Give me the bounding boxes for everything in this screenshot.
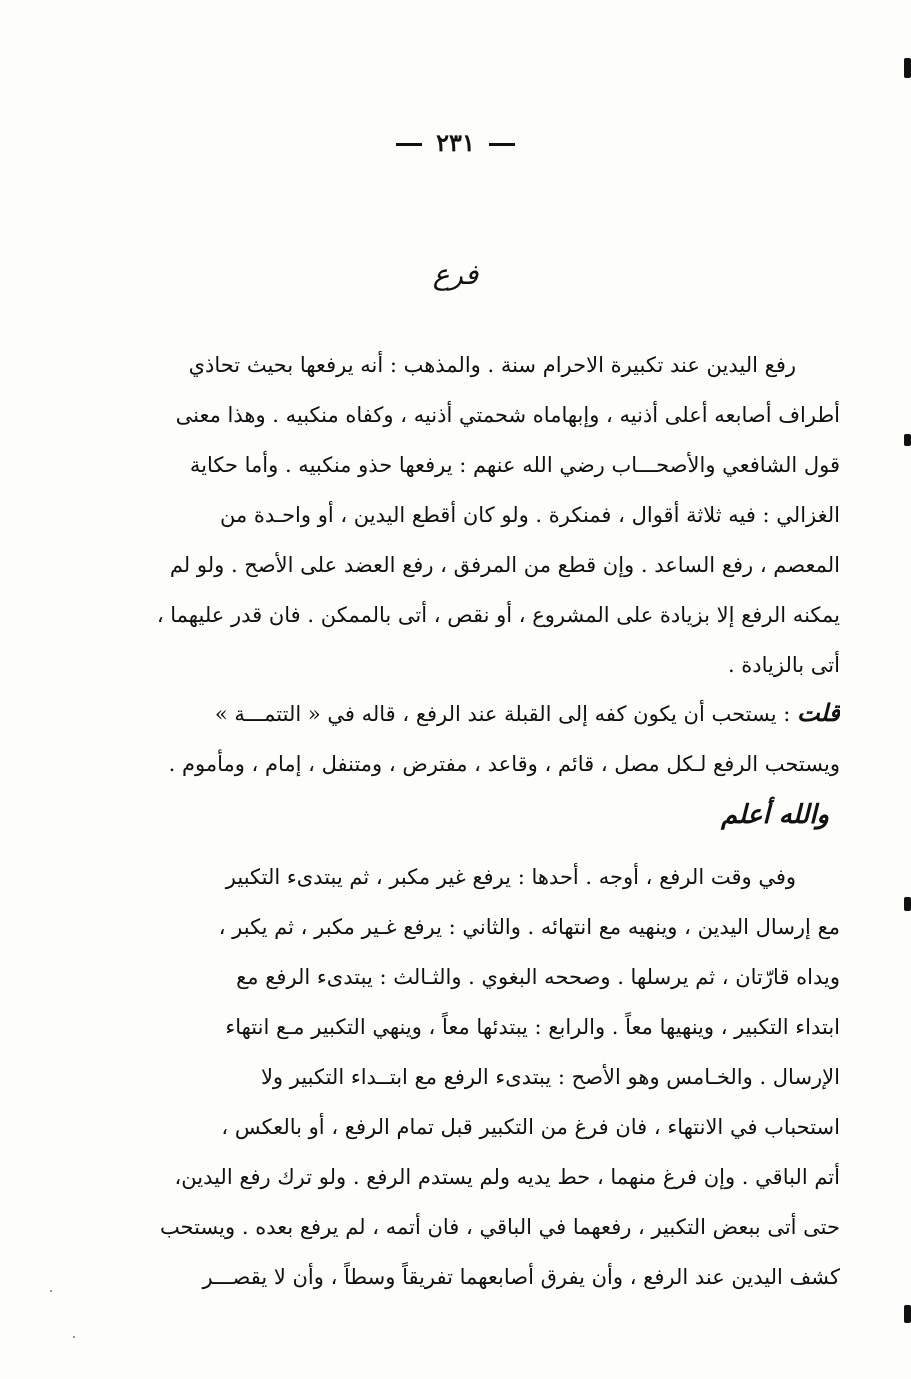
right-dash bbox=[489, 143, 515, 146]
paragraph-1 bbox=[120, 340, 840, 690]
text-line: يمكنه الرفع إلا بزيادة على المشروع ، أو نقص ، أتى بالممكن . فان قدر عليهما ، bbox=[156, 603, 840, 627]
text-line: كشف اليدين عند الرفع ، وأن يفرق أصابعهما تفريقاً وسطاً ، وأن لا يقصـــر bbox=[202, 1265, 840, 1289]
text-line: ويداه قارّتان ، ثم يرسلها . وصححه البغوي . والثـالث : يبتدىء الرفع مع bbox=[236, 965, 840, 989]
text-line: الإرسال . والخـامس وهو الأصح : يبتدىء الرفع مع ابتــداء التكبير ولا bbox=[260, 1065, 840, 1089]
text-line: ويستحب الرفع لـكل مصل ، قائم ، وقاعد ، مفترض ، ومتنفل ، إمام ، ومأموم . bbox=[168, 752, 840, 776]
text-line: وفي وقت الرفع ، أوجه . أحدها : يرفع غير مكبر ، ثم يبتدىء التكبير bbox=[225, 865, 796, 889]
margin-mark bbox=[904, 434, 911, 446]
page-number bbox=[0, 128, 911, 157]
section-heading: فرع bbox=[432, 258, 479, 291]
paragraph-2 bbox=[120, 688, 840, 789]
text-line: المعصم ، رفع الساعد . وإن قطع من المرفق ، رفع العضد على الأصح . ولو لم bbox=[169, 553, 840, 577]
speck bbox=[50, 1290, 52, 1292]
margin-mark bbox=[904, 58, 911, 78]
margin-mark bbox=[904, 1305, 911, 1323]
left-dash bbox=[396, 143, 422, 146]
text-line: ابتداء التكبير ، وينهيها معاً . والرابع : يبتدئها معاً ، وينهي التكبير مـع انتهاء bbox=[225, 1015, 840, 1039]
text-line: استحباب في الانتهاء ، فان فرغ من التكبير قبل تمام الرفع ، أو بالعكس ، bbox=[221, 1115, 840, 1139]
margin-mark bbox=[904, 897, 911, 911]
text-line-body: : يستحب أن يكون كفه إلى القبلة عند الرفع ، قاله في « التتمـــة » bbox=[214, 702, 791, 726]
paragraph-3 bbox=[120, 852, 840, 1302]
text-line: أتم الباقي . وإن فرغ منهما ، حط يديه ولم يستدم الرفع . ولو ترك رفع اليدين، bbox=[174, 1165, 840, 1189]
text-line: رفع اليدين عند تكبيرة الاحرام سنة . والمذهب : أنه يرفعها بحيث تحاذي bbox=[188, 353, 796, 377]
page-number-text: ٢٣١ bbox=[436, 128, 475, 157]
text-line: الغزالي : فيه ثلاثة أقوال ، فمنكرة . ولو كان أقطع اليدين ، أو واحـدة من bbox=[219, 503, 840, 527]
text-line bbox=[120, 688, 840, 739]
text-line: حتى أتى ببعض التكبير ، رفعهما في الباقي ، فان أتمه ، لم يرفع بعده . ويستحب bbox=[159, 1215, 840, 1239]
speck bbox=[73, 1336, 75, 1338]
text-line: أتى بالزيادة . bbox=[727, 653, 840, 677]
text-line: قول الشافعي والأصحـــاب رضي الله عنهم : يرفعها حذو منكبيه . وأما حكاية bbox=[189, 453, 840, 477]
text-line: أطراف أصابعه أعلى أذنيه ، وإبهاماه شحمتي أذنيه ، وكفاه منكبيه . وهذا معنى bbox=[175, 403, 840, 427]
closing-formula: والله أعلم bbox=[721, 800, 829, 830]
qult-label: قلت bbox=[797, 698, 840, 727]
text-line: مع إرسال اليدين ، وينهيه مع انتهائه . والثاني : يرفع غـير مكبر ، ثم يكبر ، bbox=[218, 915, 840, 939]
